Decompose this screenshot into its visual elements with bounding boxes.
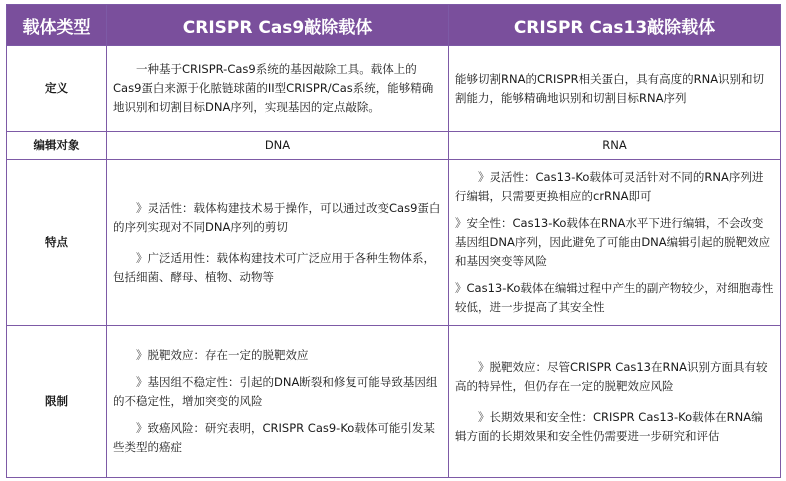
cell-limitations-cas9 — [107, 326, 449, 478]
feature-cas13-flexibility: 》灵活性：Cas13-Ko载体可灵活针对不同的RNA序列进行编辑，只需要更换相应的crRNA即可 — [455, 170, 764, 203]
definition-cas9-text: 一种基于CRISPR-Cas9系统的基因敲除工具。载体上的Cas9蛋白来源于化脓链球菌的II型CRISPR/Cas系统，能够精确地识别和切割目标DNA序列，实现基因的定点敲除。 — [113, 62, 434, 114]
row-label-limitations: 限制 — [7, 326, 107, 478]
limit-cas9-offtarget: 》脱靶效应：存在一定的脱靶效应 — [136, 348, 309, 362]
comparison-table — [6, 4, 781, 478]
cell-edit-target-cas9: DNA — [107, 132, 449, 160]
row-label-features: 特点 — [7, 160, 107, 326]
header-cas9: CRISPR Cas9敲除载体 — [107, 5, 449, 46]
row-label-definition: 定义 — [7, 46, 107, 132]
feature-cas13-byproducts: 》Cas13-Ko载体在编辑过程中产生的副产物较少，对细胞毒性较低，进一步提高了其安全性 — [455, 281, 774, 314]
limit-cas9-cancer-risk: 》致癌风险：研究表明，CRISPR Cas9-Ko载体可能引发某些类型的癌症 — [113, 421, 435, 454]
header-row — [7, 5, 781, 46]
cell-definition-cas13 — [449, 46, 781, 132]
cell-edit-target-cas13: RNA — [449, 132, 781, 160]
feature-cas9-flexibility: 》灵活性：载体构建技术易于操作，可以通过改变Cas9蛋白的序列实现对不同DNA序列的剪切 — [113, 200, 441, 234]
feature-cas13-safety: 》安全性：Cas13-Ko载体在RNA水平下进行编辑，不会改变基因组DNA序列，因此避免了可能由DNA编辑引起的脱靶效应和基因突变等风险 — [455, 216, 771, 268]
row-edit-target — [7, 132, 781, 160]
cell-limitations-cas13 — [449, 326, 781, 478]
header-cas13: CRISPR Cas13敲除载体 — [449, 5, 781, 46]
row-definition — [7, 46, 781, 132]
row-limitations — [7, 326, 781, 478]
row-label-edit-target: 编辑对象 — [7, 132, 107, 160]
definition-cas13-text: 能够切割RNA的CRISPR相关蛋白，具有高度的RNA识别和切割能力，能够精确地识别和切割目标RNA序列 — [455, 71, 765, 105]
limit-cas13-long-term: 》长期效果和安全性：CRISPR Cas13-Ko载体在RNA编辑方面的长期效果和安全性仍需要进一步研究和评估 — [455, 409, 763, 443]
header-vector-type: 载体类型 — [7, 5, 107, 46]
cell-features-cas13 — [449, 160, 781, 326]
limit-cas13-offtarget: 》脱靶效应：尽管CRISPR Cas13在RNA识别方面具有较高的特异性，但仍存在一定的脱靶效应风险 — [455, 359, 768, 393]
row-features — [7, 160, 781, 326]
cell-features-cas9 — [107, 160, 449, 326]
cell-definition-cas9 — [107, 46, 449, 132]
feature-cas9-applicability: 》广泛适用性：载体构建技术可广泛应用于各种生物体系，包括细菌、酵母、植物、动物等 — [113, 250, 435, 284]
limit-cas9-genome-instability: 》基因组不稳定性：引起的DNA断裂和修复可能导致基因组的不稳定性，增加突变的风险 — [113, 375, 438, 408]
